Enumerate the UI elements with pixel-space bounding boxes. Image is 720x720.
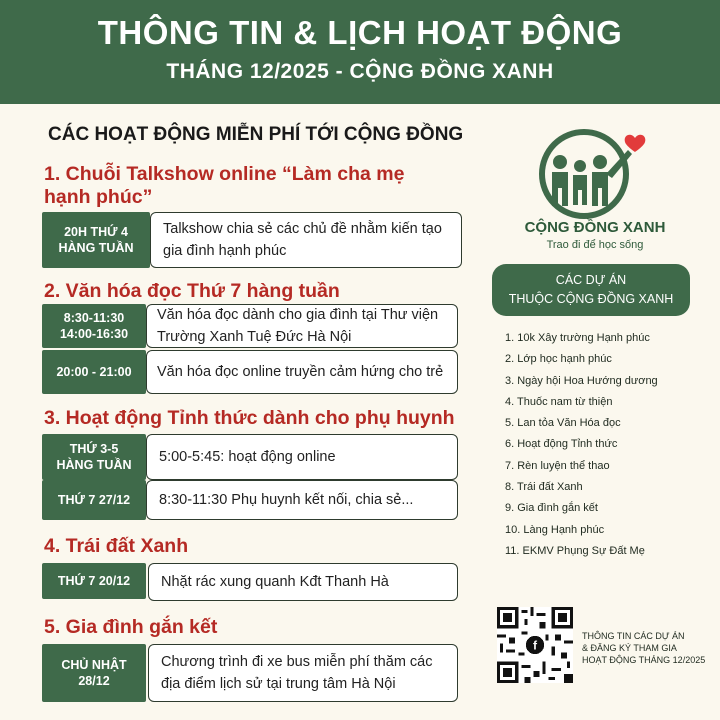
list-item: 3. Ngày hội Hoa Hướng dương	[505, 374, 658, 387]
qr-note-line3: HOẠT ĐỘNG THÁNG 12/2025	[582, 655, 706, 665]
activity-heading-4: 4. Trái đất Xanh	[44, 535, 189, 557]
activity-1-desc-box	[150, 212, 462, 268]
activity-2-desc-box-2	[146, 350, 458, 394]
activity-desc: Chương trình đi xe bus miễn phí thăm các địa điểm lịch sử tại trung tâm Hà Nội	[161, 654, 433, 692]
qr-note-line2: & ĐĂNG KÝ THAM GIA	[582, 643, 677, 653]
time-label: 20:00 - 21:00	[56, 365, 132, 379]
projects-heading	[492, 264, 690, 316]
activity-heading-2: 2. Văn hóa đọc Thứ 7 hàng tuần	[44, 280, 340, 302]
brand-name: CỘNG ĐỒNG XANH	[524, 219, 666, 236]
qr-code-icon[interactable]	[497, 607, 573, 683]
activity-desc: Nhặt rác xung quanh Kđt Thanh Hà	[161, 574, 389, 590]
list-item: 5. Lan tỏa Văn Hóa đọc	[505, 417, 621, 430]
qr-note-line1: THÔNG TIN CÁC DỰ ÁN	[582, 631, 685, 641]
activity-3-desc-box-1	[146, 434, 458, 480]
activity-heading-3: 3. Hoạt động Tỉnh thức dành cho phụ huynh	[44, 407, 455, 429]
activity-1-time-tag	[42, 212, 150, 268]
activity-3-time-tag-2	[42, 480, 146, 520]
activity-desc: Văn hóa đọc online truyền cảm hứng cho trẻ	[157, 364, 444, 380]
svg-text:f: f	[532, 638, 538, 653]
list-item: 2. Lớp học hạnh phúc	[505, 353, 612, 366]
page-title: THÔNG TIN & LỊCH HOẠT ĐỘNG	[97, 14, 623, 51]
activity-desc: 5:00-5:45: hoạt động online	[159, 449, 336, 465]
activity-2-desc-box-1	[146, 304, 458, 348]
list-item: 7. Rèn luyện thể thao	[505, 459, 610, 472]
section-title: CÁC HOẠT ĐỘNG MIỄN PHÍ TỚI CỘNG ĐỒNG	[48, 124, 464, 145]
time-label: THỨ 7 20/12	[57, 574, 131, 588]
time-label-line1: 8:30-11:30	[63, 311, 125, 325]
projects-heading-line2: THUỘC CỘNG ĐỒNG XANH	[508, 292, 674, 306]
activity-desc: Văn hóa đọc dành cho gia đình tại Thư viện Trường Xanh Tuệ Đức Hà Nội	[157, 307, 439, 345]
list-item: 10. Làng Hạnh phúc	[505, 523, 605, 536]
activity-heading-5: 5. Gia đình gắn kết	[44, 616, 218, 638]
brand-slogan: Trao đi để học sống	[546, 239, 644, 251]
activity-4-desc-box	[148, 563, 458, 601]
time-label-line2: 28/12	[78, 674, 110, 688]
time-label: THỨ 7 27/12	[57, 493, 131, 507]
time-label-line2: 14:00-16:30	[59, 327, 129, 341]
family-heart-icon	[538, 124, 654, 224]
activity-4-time-tag	[42, 563, 146, 599]
qr-note	[582, 630, 712, 666]
list-item: 1. 10k Xây trường Hạnh phúc	[505, 332, 650, 344]
time-label-line1: THỨ 3-5	[69, 442, 119, 456]
projects-heading-line1: CÁC DỰ ÁN	[555, 273, 627, 287]
activity-3-time-tag-1	[42, 434, 146, 480]
activity-heading-1: 1. Chuỗi Talkshow online “Làm cha mẹ hạnh phúc”	[44, 163, 405, 208]
activity-2-time-tag-1	[42, 304, 146, 348]
page-subtitle: THÁNG 12/2025 - CỘNG ĐỒNG XANH	[166, 60, 554, 83]
activity-3-desc-box-2	[146, 480, 458, 520]
activity-desc: 8:30-11:30 Phụ huynh kết nối, chia sẻ...	[159, 492, 414, 508]
header-banner	[0, 0, 720, 104]
time-label: 20H THỨ 4 HÀNG TUẦN	[58, 225, 134, 255]
activity-2-time-tag-2	[42, 350, 146, 394]
list-item: 4. Thuốc nam từ thiện	[505, 395, 613, 408]
time-label-line1: CHỦ NHẬT	[61, 658, 127, 672]
projects-list	[505, 332, 658, 566]
list-item: 8. Trái đất Xanh	[505, 481, 583, 494]
list-item: 11. EKMV Phụng Sự Đất Mẹ	[505, 544, 645, 557]
list-item: 6. Hoạt động Tỉnh thức	[505, 438, 618, 451]
time-label-line2: HÀNG TUẦN	[56, 458, 132, 472]
activity-5-time-tag	[42, 644, 146, 702]
activity-5-desc-box	[148, 644, 458, 702]
activity-desc: Talkshow chia sẻ các chủ đề nhằm kiến tạo gia đình hạnh phúc	[163, 221, 442, 259]
list-item: 9. Gia đình gắn kết	[505, 502, 598, 515]
